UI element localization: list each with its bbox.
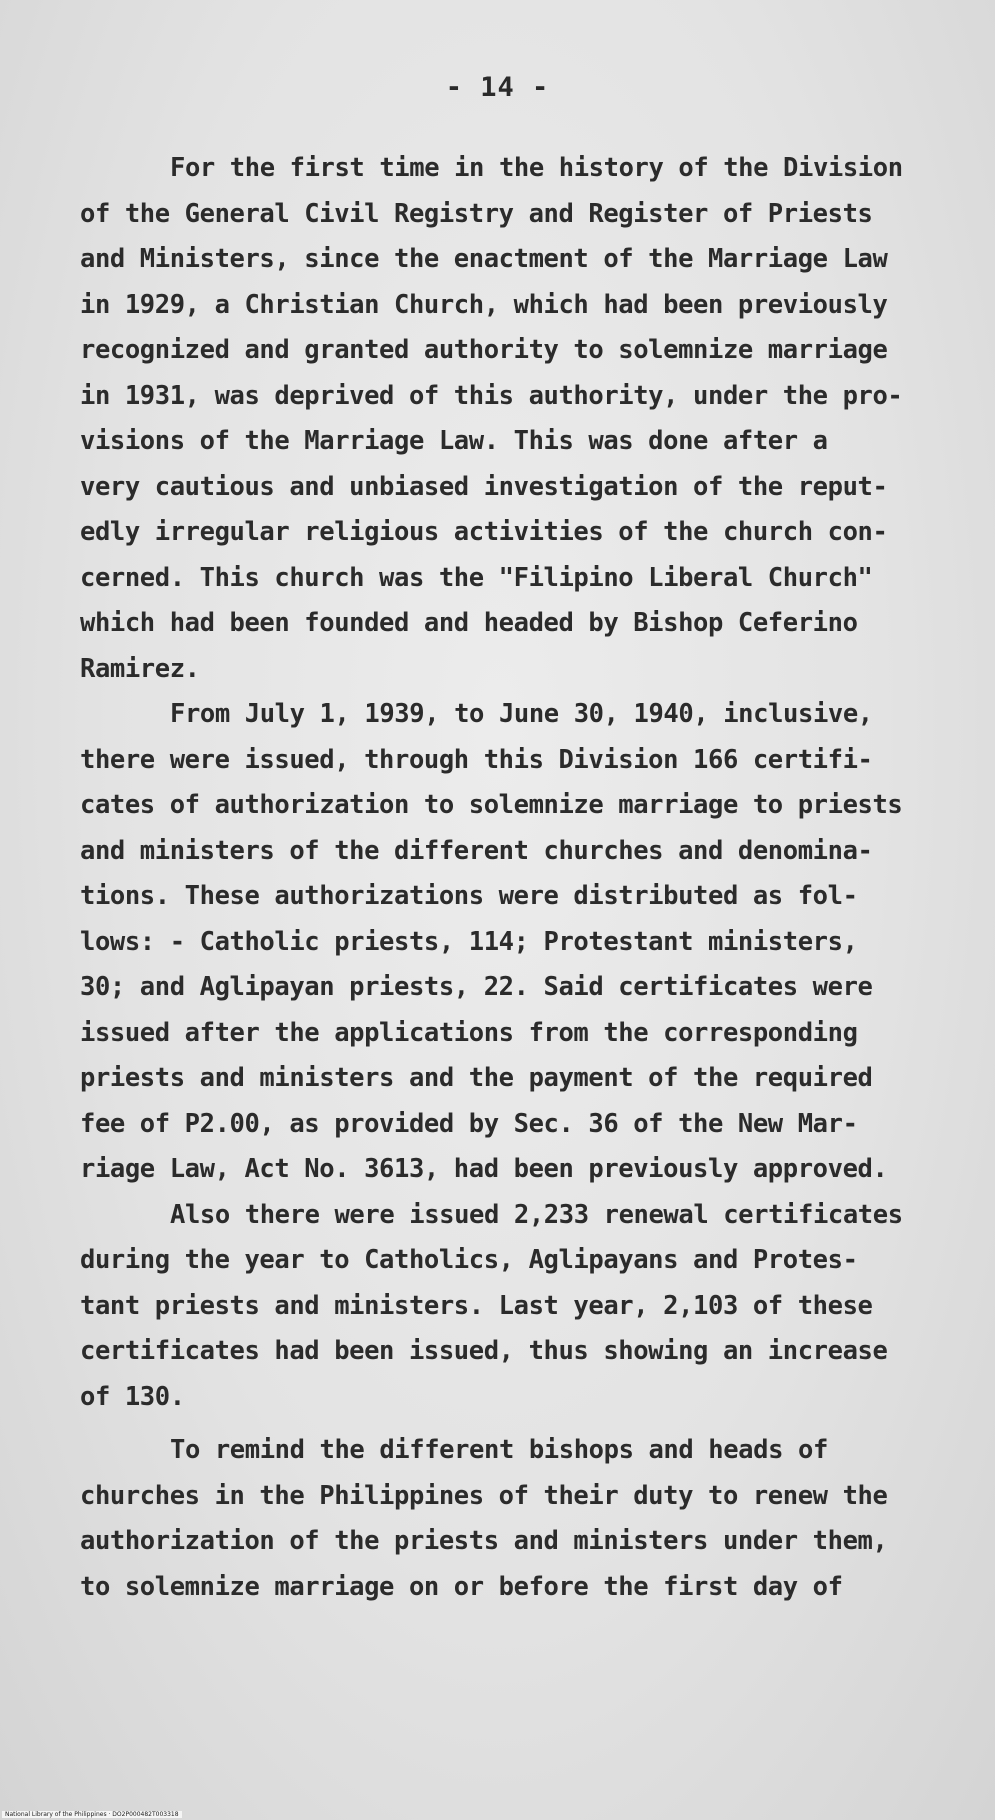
text-line: 30; and Aglipayan priests, 22. Said certificates were [80, 972, 873, 1002]
text-line: cerned. This church was the "Filipino Liberal Church" [80, 562, 873, 593]
text-line: and ministers of the different churches and denomina- [80, 835, 873, 866]
text-line: priests and ministers and the payment of the required [80, 1063, 873, 1093]
text-line: Also there were issued 2,233 renewal certificates [170, 1199, 903, 1230]
text-line: To remind the different bishops and heads of [170, 1435, 828, 1465]
text-line: tant priests and ministers. Last year, 2,103 of these [80, 1290, 873, 1321]
text-line: For the first time in the history of the Division [170, 153, 903, 183]
text-line: to solemnize marriage on or before the first day of [80, 1571, 843, 1602]
text-line: and Ministers, since the enactment of the Marriage Law [80, 244, 888, 274]
text-line: fee of P2.00, as provided by Sec. 36 of the New Mar- [80, 1108, 858, 1139]
text-line: cates of authorization to solemnize marriage to priests [80, 790, 903, 820]
text-line: in 1931, was deprived of this authority, under the pro- [80, 380, 903, 411]
document-body [80, 146, 920, 1610]
text-line: which had been founded and headed by Bishop Ceferino [80, 608, 858, 638]
text-line: Ramirez. [80, 653, 200, 684]
paragraph-1 [80, 146, 920, 692]
text-line: authorization of the priests and ministers under them, [80, 1526, 888, 1556]
text-line: riage Law, Act No. 3613, had been previously approved. [80, 1154, 888, 1184]
text-line: lows: - Catholic priests, 114; Protestant ministers, [80, 926, 858, 957]
paragraph-2 [80, 692, 920, 1193]
text-line: very cautious and unbiased investigation of the reput- [80, 471, 888, 502]
page-number: - 14 - [445, 72, 550, 103]
text-line: From July 1, 1939, to June 30, 1940, inclusive, [170, 699, 873, 729]
text-line: tions. These authorizations were distributed as fol- [80, 881, 858, 911]
text-line: in 1929, a Christian Church, which had been previously [80, 289, 888, 320]
archive-footer: National Library of the Philippines · DO2P000482T003318 [2, 1811, 182, 1818]
text-line: of the General Civil Registry and Register of Priests [80, 198, 873, 229]
text-line: churches in the Philippines of their duty to renew the [80, 1480, 888, 1511]
text-line: during the year to Catholics, Aglipayans and Protes- [80, 1245, 858, 1275]
text-line: certificates had been issued, thus showing an increase [80, 1336, 888, 1366]
text-line: visions of the Marriage Law. This was done after a [80, 426, 828, 456]
paragraph-4 [80, 1428, 920, 1610]
text-line: issued after the applications from the corresponding [80, 1017, 858, 1048]
text-line: there were issued, through this Division 166 certifi- [80, 744, 873, 775]
text-line: edly irregular religious activities of the church con- [80, 517, 888, 547]
paragraph-3 [80, 1193, 920, 1421]
text-line: recognized and granted authority to solemnize marriage [80, 335, 888, 365]
text-line: of 130. [80, 1381, 185, 1412]
